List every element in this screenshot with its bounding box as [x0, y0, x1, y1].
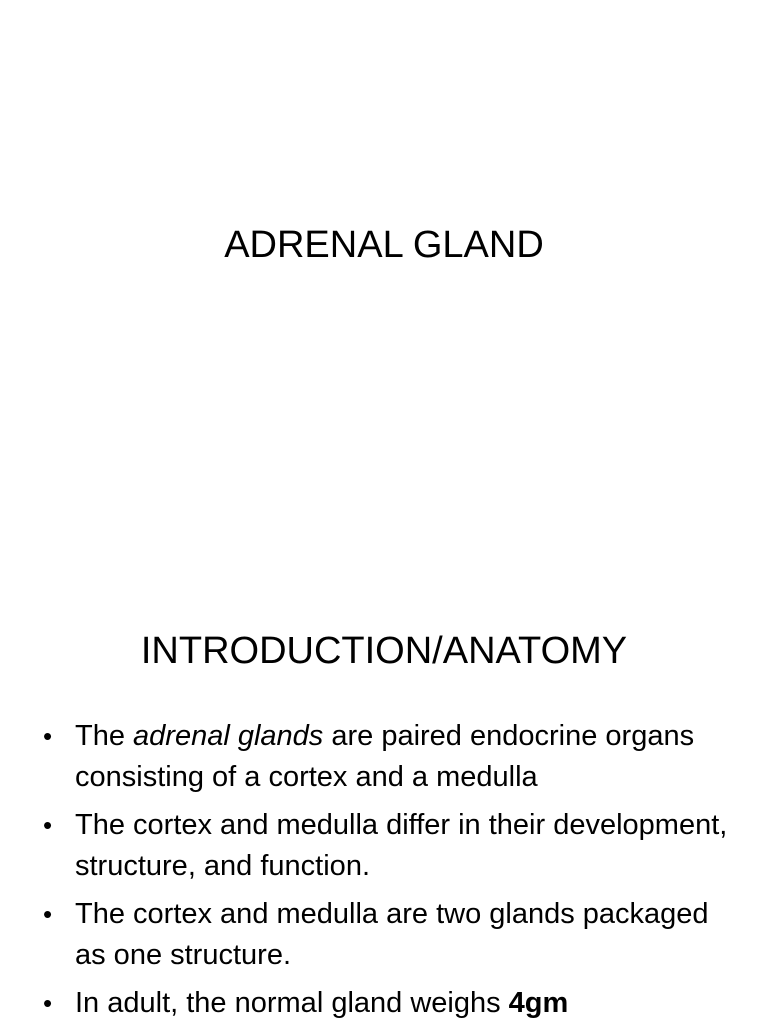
slide-introduction — [0, 576, 768, 1024]
bullet-text: The cortex and medulla differ in their development, structure, and function. — [75, 809, 728, 882]
bullet-item-1 — [40, 716, 730, 798]
bullet-item-3 — [40, 894, 730, 976]
bullet-dot-icon: • — [43, 899, 53, 929]
bullet-text-post: are paired endocrine organs consisting of a cortex and a medulla — [75, 720, 695, 793]
bullet-list — [40, 716, 730, 1024]
bullet-dot-icon: • — [43, 810, 53, 840]
slide-heading: INTRODUCTION/ANATOMY — [140, 630, 628, 672]
bullet-text-pre: The — [75, 720, 134, 752]
bullet-dot-icon: • — [43, 988, 53, 1018]
bullet-text-pre: In adult, the normal gland weighs — [75, 987, 509, 1019]
bullet-text-bold: 4gm — [508, 987, 569, 1019]
bullet-item-4 — [40, 983, 730, 1024]
bullet-item-2 — [40, 805, 730, 887]
bullet-dot-icon: • — [43, 721, 53, 751]
slide-title-heading: ADRENAL GLAND — [224, 224, 544, 266]
bullet-text-italic: adrenal glands — [133, 720, 324, 752]
bullet-text: The cortex and medulla are two glands packaged as one structure. — [75, 898, 709, 971]
